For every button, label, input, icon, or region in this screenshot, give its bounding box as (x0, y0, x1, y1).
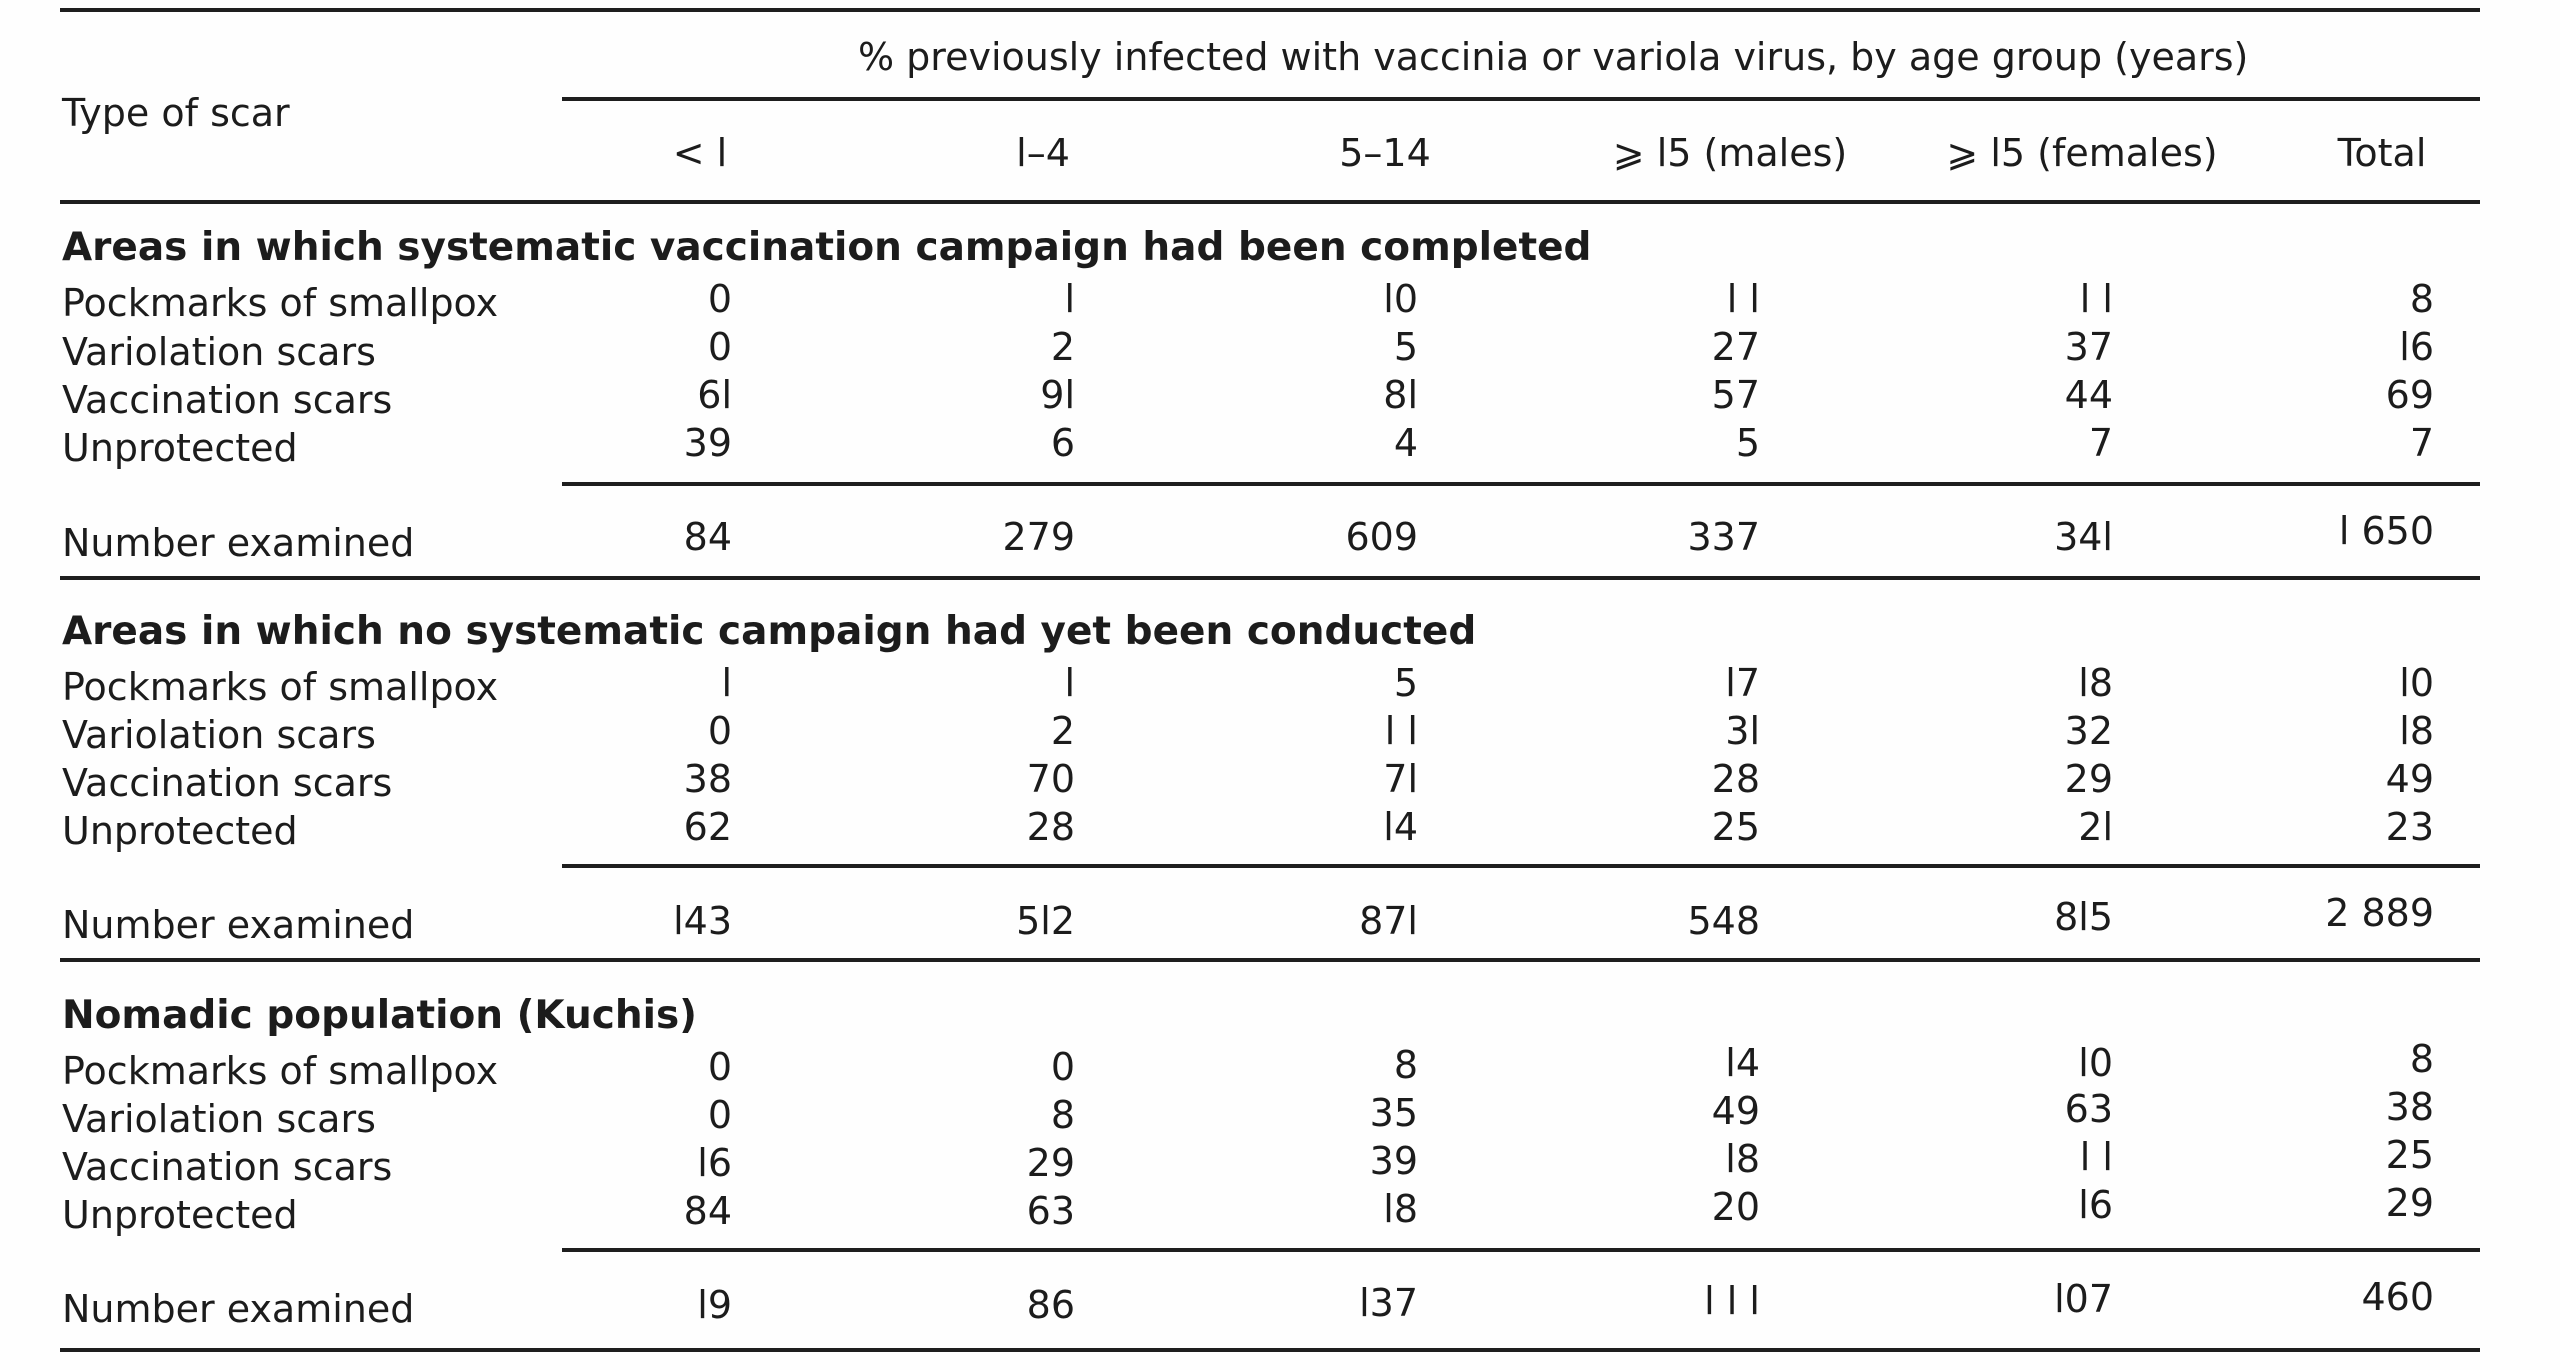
total-cell: l9 (697, 1283, 732, 1327)
cell: 7l (1383, 757, 1418, 801)
cell: 35 (1369, 1091, 1418, 1135)
cell: 8 (2409, 277, 2434, 321)
cell: l l (1384, 709, 1418, 753)
cell: l0 (2078, 1041, 2113, 1085)
section-3-row-label: Pockmarks of smallpox (62, 1049, 499, 1093)
cell: 0 (707, 1093, 732, 1137)
cell: 29 (1026, 1141, 1075, 1185)
spanner-rule (562, 97, 2480, 101)
cell: 37 (2064, 325, 2113, 369)
total-cell: 34l (2054, 515, 2113, 559)
cell: 5 (1393, 325, 1418, 369)
cell: l8 (2399, 709, 2434, 753)
cell: 7 (2088, 421, 2113, 465)
cell: 5 (1393, 661, 1418, 705)
total-cell: l 650 (2338, 509, 2434, 553)
cell: l4 (1383, 805, 1418, 849)
cell: l0 (2399, 661, 2434, 705)
section-3-row-label: Unprotected (62, 1193, 298, 1237)
cell: l7 (1725, 661, 1760, 705)
section-3-row-label: Vaccination scars (62, 1145, 393, 1189)
section-1-row-label: Unprotected (62, 426, 298, 470)
total-cell: l07 (2054, 1277, 2113, 1321)
section-2-total-label: Number examined (62, 903, 415, 947)
section-2-row-label: Pockmarks of smallpox (62, 665, 499, 709)
cell: 0 (1050, 1045, 1075, 1089)
cell: l (1064, 277, 1075, 321)
cell: 0 (707, 1045, 732, 1089)
cell: 2 (1050, 709, 1075, 753)
cell: 69 (2385, 373, 2434, 417)
section-2-title: Areas in which no systematic campaign had yet been conducted (62, 609, 1477, 654)
section-2-row-label: Vaccination scars (62, 761, 393, 805)
cell: 6 (1050, 421, 1075, 465)
total-cell: 609 (1345, 515, 1418, 559)
section-2-subtotal-rule (562, 864, 2480, 868)
cell: l l (2079, 1135, 2113, 1179)
section-3-subtotal-rule (562, 1248, 2480, 1252)
total-cell: 86 (1026, 1283, 1075, 1327)
cell: 49 (2385, 757, 2434, 801)
cell: l (721, 661, 732, 705)
column-header-15-males: ⩾ l5 (males) (1612, 131, 1848, 175)
total-cell: 548 (1687, 899, 1760, 943)
section-1-end-rule (60, 576, 2480, 580)
cell: l0 (1383, 277, 1418, 321)
cell: l8 (2078, 661, 2113, 705)
cell: 0 (707, 325, 732, 369)
section-3-title: Nomadic population (Kuchis) (62, 993, 698, 1038)
section-1-subtotal-rule (562, 482, 2480, 486)
cell: 23 (2385, 805, 2434, 849)
cell: 29 (2385, 1181, 2434, 1225)
cell: 70 (1026, 757, 1075, 801)
column-header-lt1: < l (672, 131, 728, 175)
total-cell: 279 (1002, 515, 1075, 559)
cell: 4 (1393, 421, 1418, 465)
cell: 0 (707, 277, 732, 321)
cell: 38 (2385, 1085, 2434, 1129)
cell: 32 (2064, 709, 2113, 753)
section-1-row-label: Vaccination scars (62, 378, 393, 422)
cell: 7 (2409, 421, 2434, 465)
cell: 44 (2064, 373, 2113, 417)
section-1-title: Areas in which systematic vaccination campaign had been completed (62, 225, 1592, 270)
cell: 2l (2078, 805, 2113, 849)
cell: 25 (1711, 805, 1760, 849)
cell: 28 (1711, 757, 1760, 801)
bottom-rule (60, 1348, 2480, 1352)
cell: 2 (1050, 325, 1075, 369)
cell: l8 (1725, 1137, 1760, 1181)
section-1-row-label: Pockmarks of smallpox (62, 281, 499, 325)
cell: 3l (1725, 709, 1760, 753)
cell: 25 (2385, 1133, 2434, 1177)
cell: 38 (683, 757, 732, 801)
total-cell: l37 (1359, 1281, 1418, 1325)
cell: l l (1726, 277, 1760, 321)
cell: 8l (1383, 373, 1418, 417)
section-3-total-label: Number examined (62, 1287, 415, 1331)
cell: 6l (697, 373, 732, 417)
row-header: Type of scar (62, 91, 290, 135)
column-header-1-4: l–4 (1016, 131, 1070, 175)
cell: 63 (2064, 1087, 2113, 1131)
cell: 84 (683, 1189, 732, 1233)
total-cell: 87l (1359, 899, 1418, 943)
cell: 39 (1369, 1139, 1418, 1183)
cell: l4 (1725, 1041, 1760, 1085)
top-rule (60, 8, 2480, 12)
cell: 62 (683, 805, 732, 849)
cell: l6 (2078, 1183, 2113, 1227)
cell: 57 (1711, 373, 1760, 417)
cell: l8 (1383, 1187, 1418, 1231)
total-cell: 2 889 (2325, 891, 2434, 935)
cell: 8 (1393, 1043, 1418, 1087)
column-header-5-14: 5–14 (1339, 131, 1431, 175)
cell: 0 (707, 709, 732, 753)
cell: 5 (1735, 421, 1760, 465)
cell: 29 (2064, 757, 2113, 801)
total-cell: 337 (1687, 515, 1760, 559)
total-cell: l43 (673, 899, 732, 943)
total-cell: l l l (1704, 1279, 1760, 1323)
column-header-total: Total (2337, 131, 2427, 175)
cell: l l (2079, 277, 2113, 321)
section-1-row-label: Variolation scars (62, 330, 376, 374)
cell: 8 (2409, 1037, 2434, 1081)
column-header-15-females: ⩾ l5 (females) (1946, 131, 2218, 175)
total-cell: 8l5 (2054, 895, 2113, 939)
cell: 49 (1711, 1089, 1760, 1133)
total-cell: 84 (683, 515, 732, 559)
cell: l6 (2399, 325, 2434, 369)
section-2-end-rule (60, 958, 2480, 962)
cell: 8 (1050, 1093, 1075, 1137)
section-2-row-label: Variolation scars (62, 713, 376, 757)
cell: 9l (1040, 373, 1075, 417)
header-rule (60, 200, 2480, 204)
cell: 20 (1711, 1185, 1760, 1229)
column-spanner: % previously infected with vaccinia or variola virus, by age group (years) (858, 35, 2249, 79)
total-cell: 5l2 (1016, 899, 1075, 943)
section-3-row-label: Variolation scars (62, 1097, 376, 1141)
cell: 63 (1026, 1189, 1075, 1233)
section-2-row-label: Unprotected (62, 809, 298, 853)
total-cell: 460 (2361, 1275, 2434, 1319)
cell: 28 (1026, 805, 1075, 849)
cell: 39 (683, 421, 732, 465)
cell: l (1064, 661, 1075, 705)
section-1-total-label: Number examined (62, 521, 415, 565)
cell: l6 (697, 1141, 732, 1185)
cell: 27 (1711, 325, 1760, 369)
